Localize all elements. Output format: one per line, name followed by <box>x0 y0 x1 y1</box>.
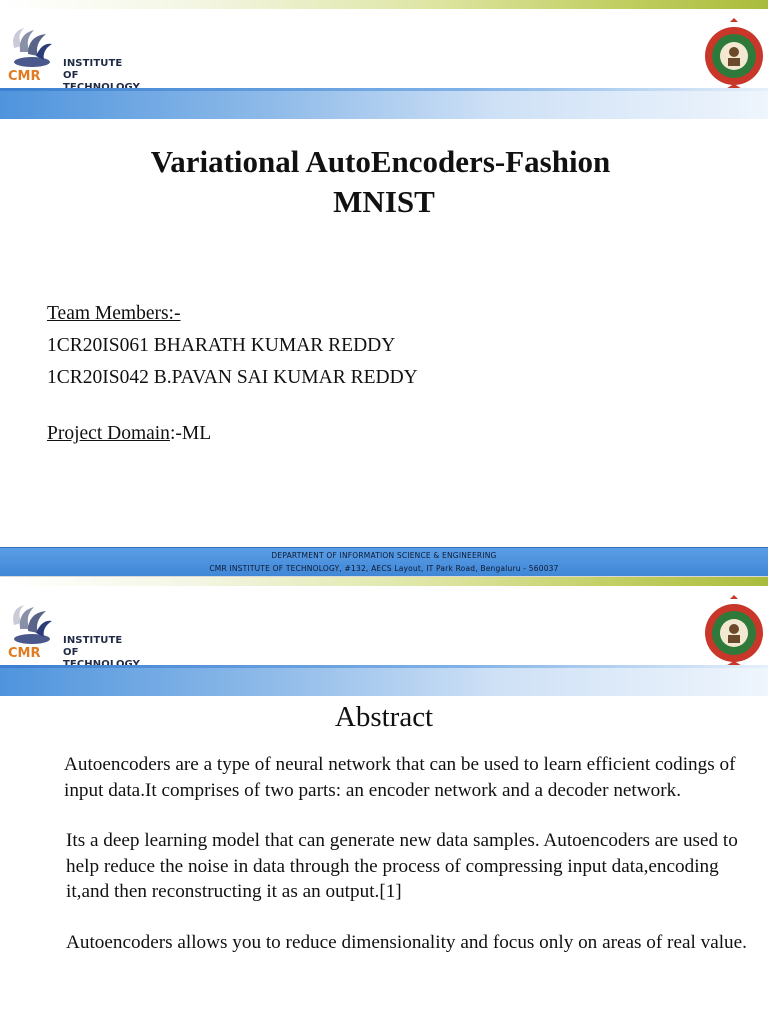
team-member: 1CR20IS061 BHARATH KUMAR REDDY <box>47 335 396 356</box>
header-blue-band <box>0 88 768 119</box>
team-member: 1CR20IS042 B.PAVAN SAI KUMAR REDDY <box>47 367 418 388</box>
swan-logo-icon <box>6 599 66 661</box>
abstract-paragraph: Autoencoders are a type of neural network that can be used to learn efficient codings of input data.It comprises of two parts: an encoder network and a decoder network. <box>64 754 736 801</box>
abstract-slide <box>0 577 768 1024</box>
slide-footer <box>0 547 768 576</box>
svg-text:CMR: CMR <box>8 69 41 84</box>
abstract-body <box>66 752 756 980</box>
institute-line-1: INSTITUTE OF <box>63 635 123 658</box>
footer-department: DEPARTMENT OF INFORMATION SCIENCE & ENGINEERING <box>271 551 497 560</box>
footer-address: CMR INSTITUTE OF TECHNOLOGY, #132, AECS Layout, IT Park Road, Bengaluru - 560037 <box>209 564 559 573</box>
university-seal-icon <box>702 595 766 673</box>
project-domain <box>47 423 211 445</box>
cmr-logo <box>6 599 136 661</box>
team-members-label: Team Members:- <box>47 303 181 324</box>
project-domain-label: Project Domain <box>47 423 170 444</box>
svg-text:CMR: CMR <box>8 646 41 661</box>
title-line-1: Variational AutoEncoders-Fashion <box>150 144 611 179</box>
abstract-paragraph: Autoencoders allows you to reduce dimensionality and focus only on areas of real value. <box>66 931 747 953</box>
top-accent-strip <box>0 0 768 9</box>
header-blue-band <box>0 665 768 696</box>
team-members <box>47 298 418 394</box>
abstract-title: Abstract <box>334 701 434 733</box>
university-seal-icon <box>702 18 766 96</box>
slide-title <box>0 142 768 222</box>
institute-line-1: INSTITUTE OF <box>63 58 123 81</box>
swan-logo-icon <box>6 22 66 84</box>
title-line-2: MNIST <box>333 184 435 219</box>
abstract-paragraph: Its a deep learning model that can generate new data samples. Autoencoders are used to help reduce the noise in data through the process of compressing input data,encoding it,and then reconstructing it as an output.[1] <box>66 830 738 902</box>
cmr-logo <box>6 22 136 84</box>
top-accent-strip <box>0 577 768 586</box>
project-domain-value: :-ML <box>169 423 212 444</box>
